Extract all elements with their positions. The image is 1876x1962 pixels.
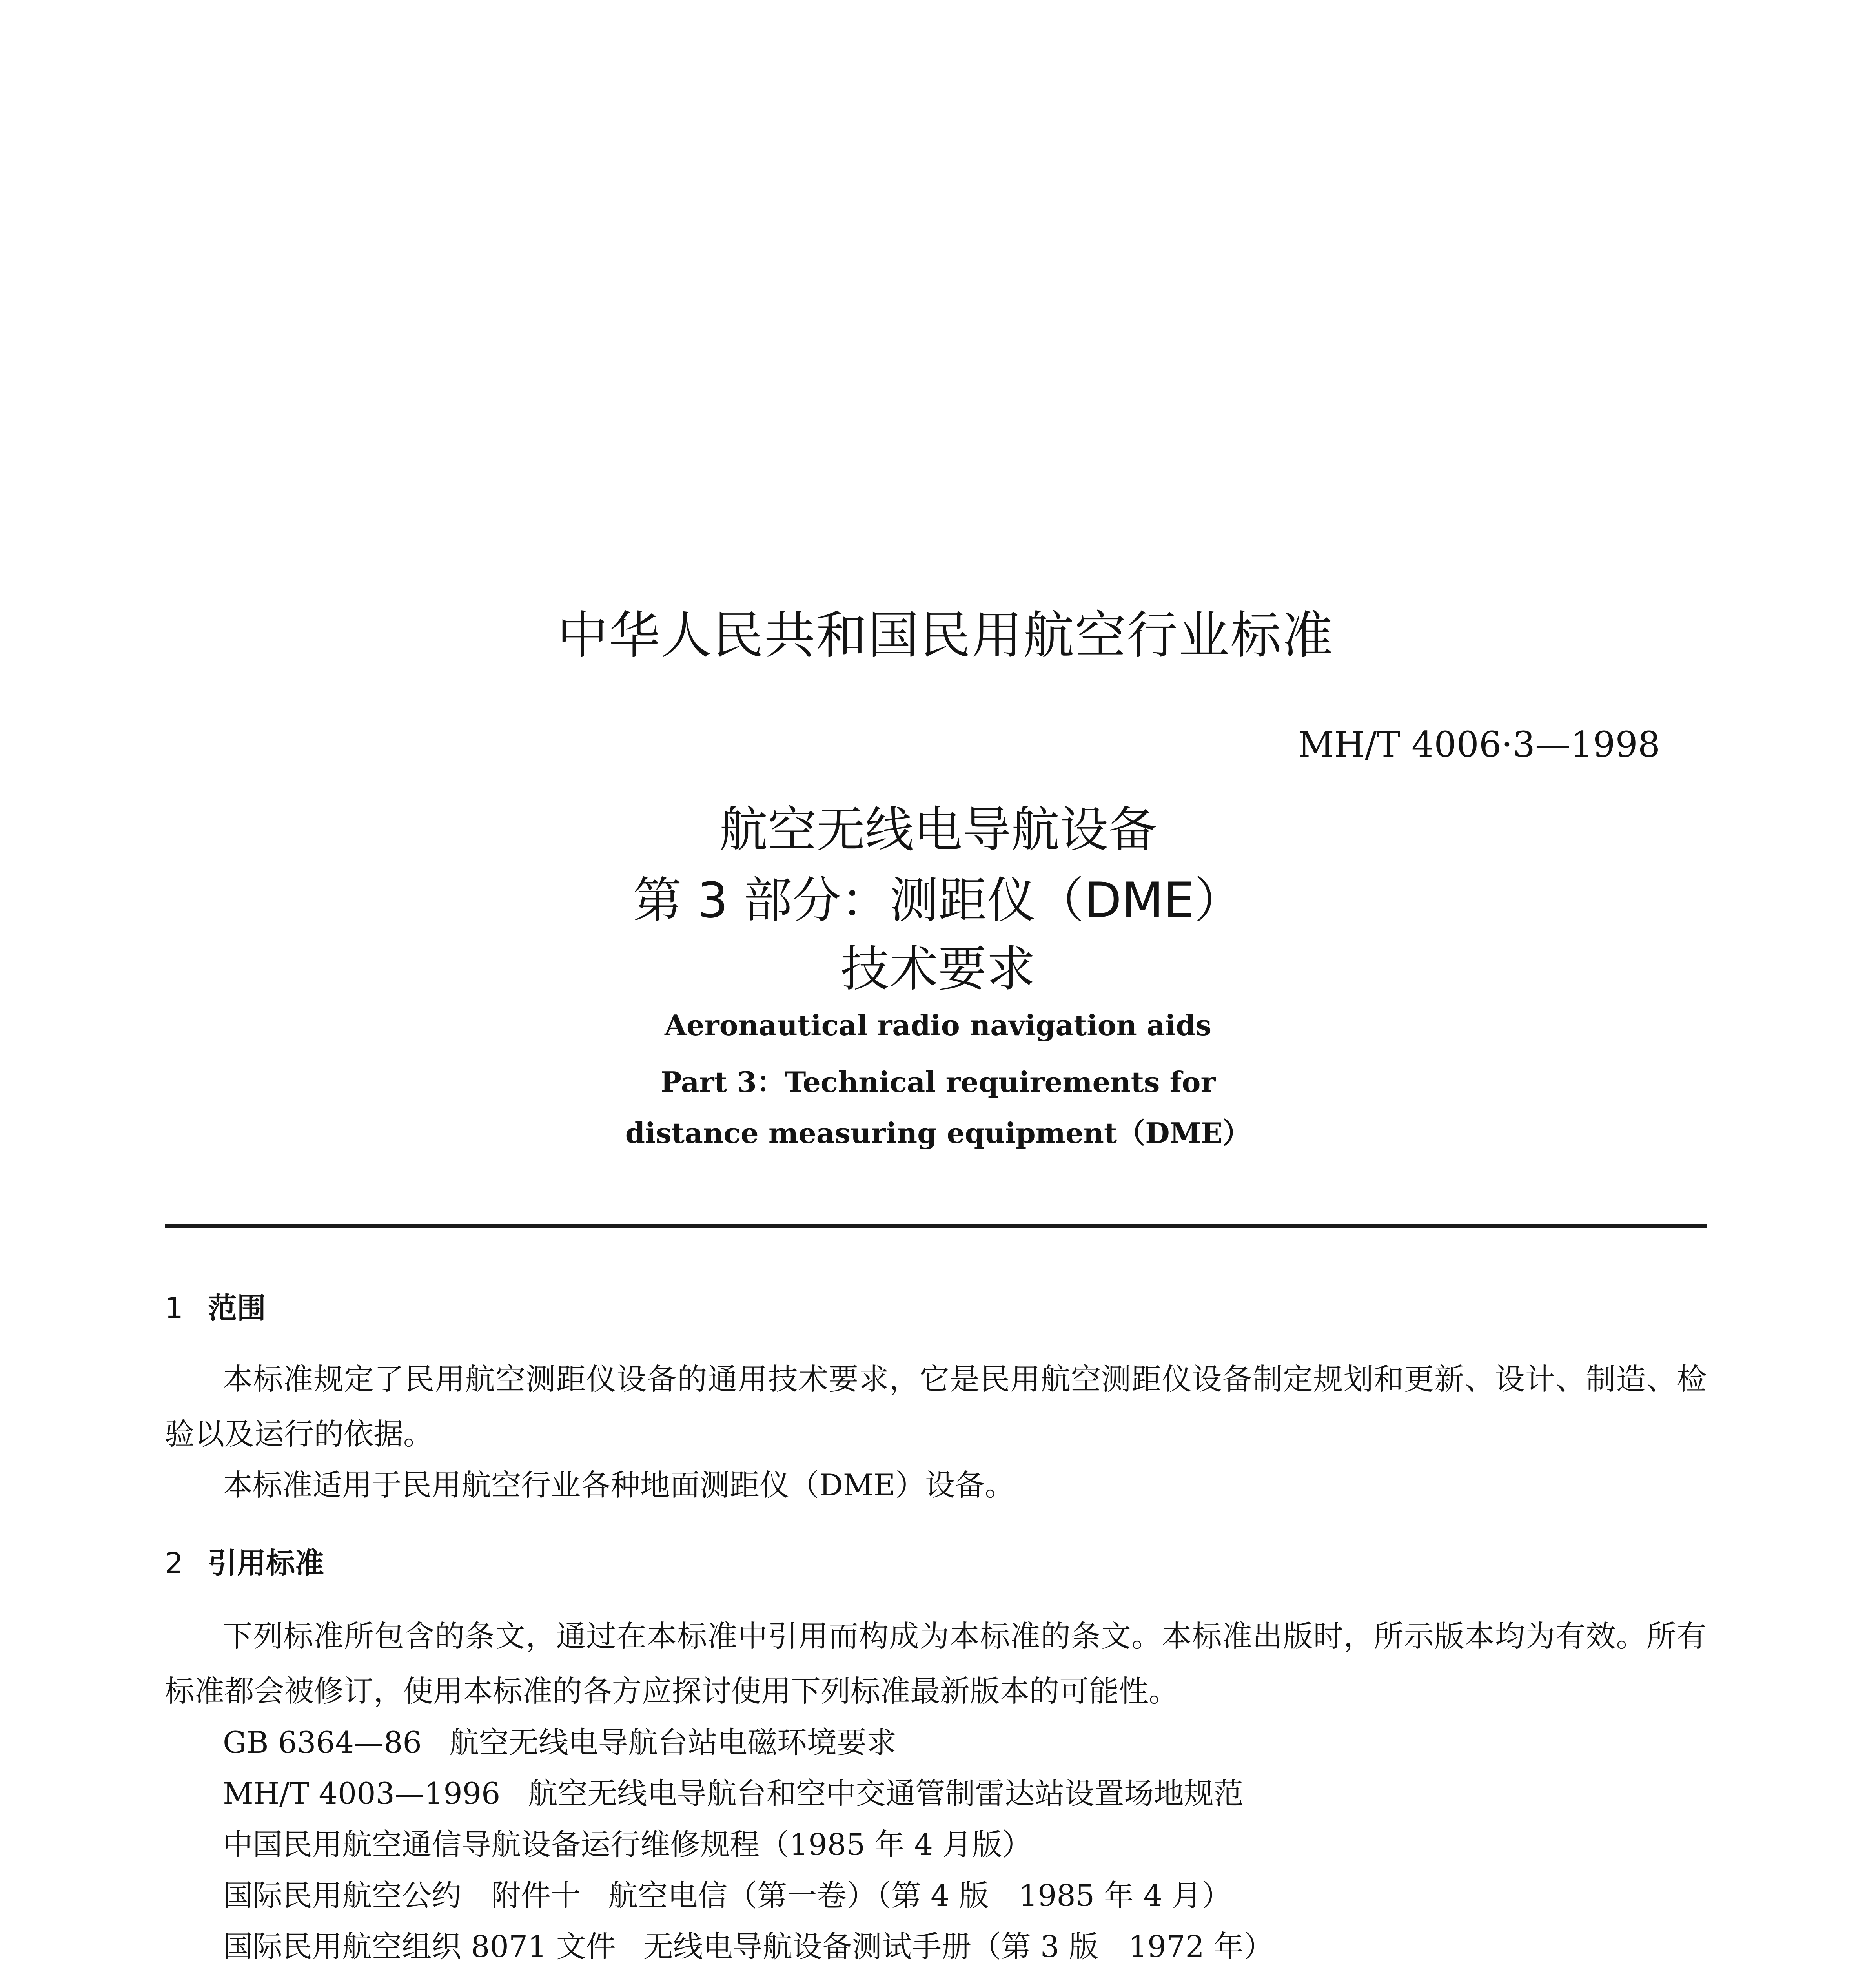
section-title: 引用标准	[208, 1546, 324, 1580]
section-1-paragraph-2: 本标准适用于民用航空行业各种地面测距仪（DME）设备。	[223, 1468, 1015, 1502]
reference-title: 无线电导航设备测试手册（第 3 版 1972 年）	[643, 1929, 1273, 1962]
title-cn-line2: 第 3 部分：测距仪（DME）	[633, 872, 1243, 929]
reference-item	[223, 1719, 896, 1761]
standard-org-title: 中华人民共和国民用航空行业标准	[557, 605, 1334, 665]
section-title: 范围	[208, 1291, 266, 1325]
reference-title: 中国民用航空通信导航设备运行维修规程（1985 年 4 月版）	[223, 1827, 1032, 1862]
section-number: 1	[165, 1291, 184, 1325]
reference-code: GB 6364—86	[223, 1725, 422, 1760]
reference-title: 航空无线电导航台和空中交通管制雷达站设置场地规范	[528, 1776, 1244, 1811]
reference-code: 国际民用航空公约 附件十	[223, 1878, 581, 1913]
section-2-heading	[165, 1540, 324, 1582]
reference-code: 国际民用航空组织 8071 文件	[223, 1929, 616, 1962]
reference-item	[223, 1821, 1032, 1864]
section-number: 2	[165, 1546, 184, 1580]
reference-title: 航空无线电导航台站电磁环境要求	[449, 1725, 896, 1760]
section-1-heading	[165, 1285, 266, 1327]
reference-item	[223, 1872, 1231, 1915]
title-en-line1: Aeronautical radio navigation aids	[665, 1008, 1211, 1042]
title-cn-line1: 航空无线电导航设备	[719, 802, 1157, 858]
title-cn-line3: 技术要求	[840, 941, 1035, 997]
section-2-paragraph-1: 下列标准所包含的条文，通过在本标准中引用而构成为本标准的条文。本标准出版时，所示版本均为有效。所有标准都会被修订，使用本标准的各方应探讨使用下列标准最新版本的可能性。	[165, 1619, 1707, 1709]
title-en-line3: distance measuring equipment（DME）	[625, 1116, 1251, 1150]
reference-item	[223, 1923, 1273, 1962]
title-en-line2: Part 3：Technical requirements for	[660, 1065, 1216, 1099]
document-number: MH/T 4006·3—1998	[1298, 724, 1660, 765]
reference-item	[223, 1770, 1243, 1812]
top-divider	[165, 1224, 1707, 1228]
section-1-paragraph-1: 本标准规定了民用航空测距仪设备的通用技术要求，它是民用航空测距仪设备制定规划和更新、设计、制造、检验以及运行的依据。	[165, 1362, 1707, 1451]
reference-title: 航空电信（第一卷）（第 4 版 1985 年 4 月）	[608, 1878, 1231, 1913]
reference-code: MH/T 4003—1996	[223, 1776, 501, 1811]
